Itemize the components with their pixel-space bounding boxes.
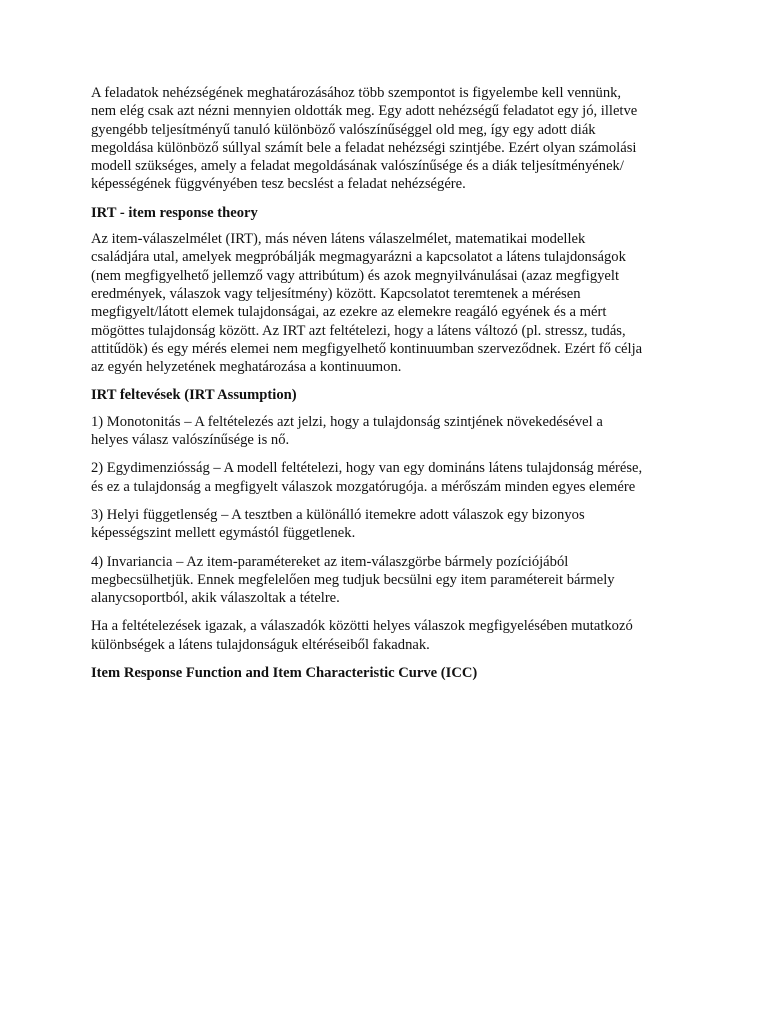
irt-definition-paragraph <box>91 230 681 376</box>
text-line: alanycsoportból, akik válaszoltak a tételre. <box>91 590 340 607</box>
text-line: 3) Helyi függetlenség – A tesztben a különálló itemekre adott válaszok egy bizonyos <box>91 506 585 523</box>
section-heading-icc <box>91 664 681 682</box>
text-line: Ha a feltételezések igazak, a válaszadók közötti helyes válaszok megfigyelésében mutatkozó <box>91 618 633 635</box>
text-line: A feladatok nehézségének meghatározásához több szempontot is figyelembe kell vennünk, <box>91 85 622 101</box>
text-line: attitűdök) és egy mérés elemei nem megfigyelhető kontinuumban szerveződnek. Ezért fő célja <box>91 340 643 357</box>
assumption-invariance <box>91 553 681 608</box>
text-line: és ez a tulajdonság a megfigyelt válaszok mozgatórugója. a mérőszám minden egyes elemére <box>91 478 636 495</box>
text-line: gyengébb teljesítményű tanuló különböző valószínűséggel old meg, így egy adott diák <box>91 121 596 138</box>
text-line: megoldása különböző súllyal számít bele a feladat nehézségi szintjébe. Ezért olyan számolási <box>91 139 637 156</box>
text-line: képességszint mellett egymástól függetlenek. <box>91 525 356 542</box>
text-line: 4) Invariancia – Az item-paramétereket az item-válaszgörbe bármely pozíciójából <box>91 553 569 570</box>
conclusion-paragraph <box>91 617 681 654</box>
document-page <box>91 84 681 690</box>
text-line: képességének függvényében tesz becslést a feladat nehézségére. <box>91 176 466 193</box>
text-line: 1) Monotonitás – A feltételezés azt jelzi, hogy a tulajdonság szintjének növekedésével a <box>91 413 603 430</box>
text-line: megbecsülhetjük. Ennek megfelelően meg tudjuk becsülni egy item paramétereit bármely <box>91 571 615 588</box>
text-line: családjára utal, amelyek megpróbálják megmagyarázni a kapcsolatot a látens tulajdonságok <box>91 249 626 266</box>
assumption-monotonicity <box>91 413 681 450</box>
text-line: mögöttes tulajdonság között. Az IRT azt feltételezi, hogy a látens változó (pl. stressz, tudás, <box>91 322 626 339</box>
section-heading-irt <box>91 204 681 222</box>
text-line: eredmények, válaszok vagy teljesítmény) között. Kapcsolatot teremtenek a mérésen <box>91 285 581 302</box>
assumption-unidimensionality <box>91 459 681 496</box>
text-line: megfigyelt/látott elemek tulajdonságai, az ezekre az elemekre reagáló egyének és a mért <box>91 304 607 321</box>
section-heading-assumptions <box>91 386 681 404</box>
intro-paragraph <box>91 84 681 194</box>
heading-text: IRT feltevések (IRT Assumption) <box>91 387 297 404</box>
assumption-local-independence <box>91 506 681 543</box>
text-line: Az item-válaszelmélet (IRT), más néven látens válaszelmélet, matematikai modellek <box>91 231 586 248</box>
heading-text: IRT - item response theory <box>91 204 258 221</box>
text-line: az egyén helyzetének meghatározása a kontinuumon. <box>91 359 402 376</box>
text-line: 2) Egydimenziósság – A modell feltételezi, hogy van egy domináns látens tulajdonság mérése, <box>91 460 643 477</box>
text-line: (nem megfigyelhető jellemző vagy attribútum) és azok megnyilvánulásai (azaz megfigyelt <box>91 267 620 284</box>
text-line: modell szükséges, amely a feladat megoldásának valószínűsége és a diák teljesítményének/ <box>91 158 624 175</box>
text-line: helyes válasz valószínűsége is nő. <box>91 432 290 449</box>
text-line: különbségek a látens tulajdonságuk eltéréseiből fakadnak. <box>91 636 430 653</box>
heading-text: Item Response Function and Item Characteristic Curve (ICC) <box>91 665 478 682</box>
text-line: nem elég csak azt nézni mennyien oldották meg. Egy adott nehézségű feladatot egy jó, illetve <box>91 103 638 120</box>
